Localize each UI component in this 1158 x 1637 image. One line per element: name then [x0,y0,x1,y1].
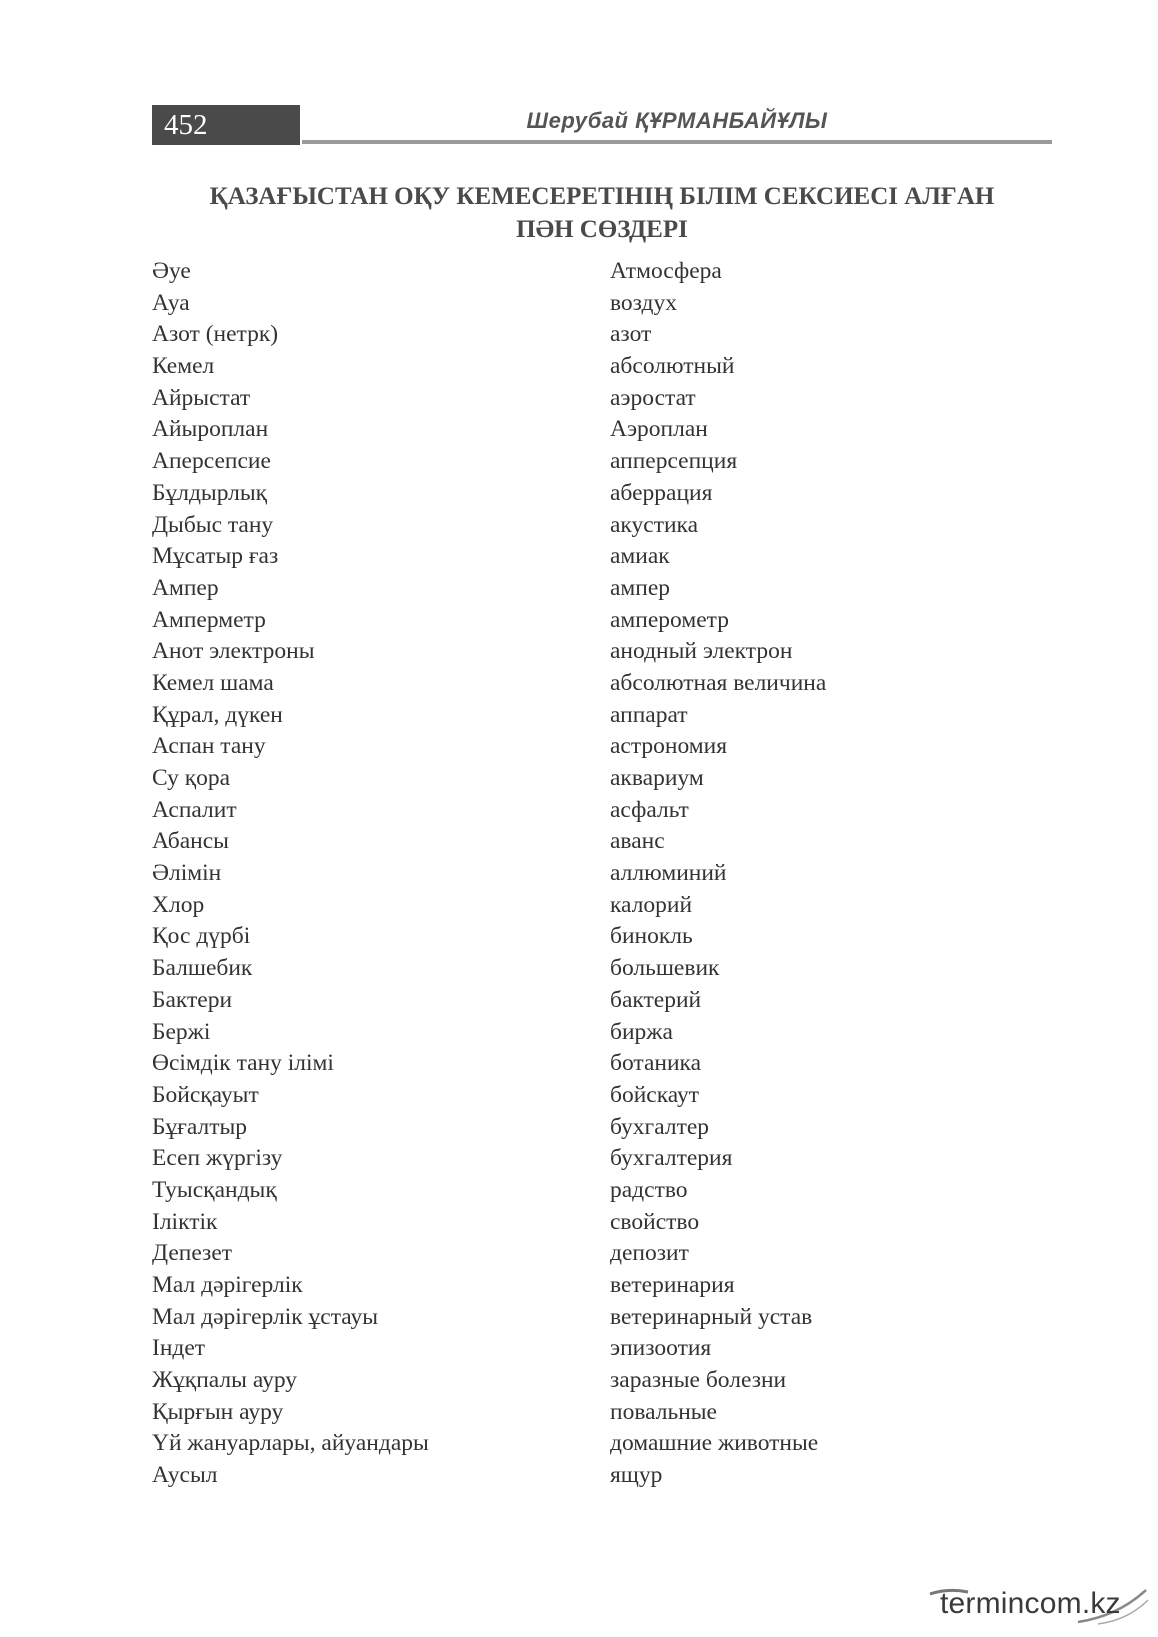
term-russian: ботаника [610,1050,702,1077]
term-kazakh: Бұғалтыр [152,1113,248,1140]
term-russian: эпизоотия [610,1335,712,1362]
term-row [152,731,1052,763]
term-row [152,921,1052,953]
term-russian: азот [610,321,652,348]
term-russian: акустика [610,511,699,538]
term-row [152,1048,1052,1080]
term-russian: аберрация [610,479,713,506]
term-russian: ветеринария [610,1272,735,1298]
term-kazakh: Аспалит [152,796,237,823]
term-row [152,1270,1052,1302]
term-kazakh: Балшебик [152,955,253,982]
term-row [152,668,1052,700]
term-russian: свойство [610,1208,700,1235]
term-kazakh: Мұсатыр ғаз [152,543,279,570]
term-row [152,1017,1052,1049]
term-kazakh: Құрал, дүкен [152,701,283,728]
term-kazakh: Анот электроны [152,638,315,665]
watermark-text: termincom.kz [940,1587,1121,1620]
term-row [152,605,1052,637]
term-russian: астрономия [610,733,728,760]
term-kazakh: Үй жануарлары, айуандары [152,1430,429,1457]
term-russian: аппарат [610,701,688,728]
term-kazakh: Өсімдік тану ілімі [152,1050,334,1077]
term-row [152,858,1052,890]
term-kazakh: Су қора [152,765,231,791]
term-russian: Атмосфера [610,258,722,284]
term-russian: амперометр [610,606,729,633]
term-russian: бактерий [610,986,702,1013]
term-kazakh: Мал дәрігерлік [152,1272,303,1298]
term-kazakh: Есеп жүргізу [152,1145,283,1172]
term-kazakh: Жұқпалы ауру [152,1367,298,1394]
term-row [152,890,1052,922]
term-russian: калорий [610,891,693,918]
term-row [152,510,1052,542]
term-row [152,953,1052,985]
term-russian: бухгалтер [610,1113,710,1140]
running-head-author: Шерубай ҚҰРМАНБАЙҰЛЫ [526,108,828,133]
term-russian: амиак [610,543,670,570]
term-row [152,763,1052,795]
term-russian: абсолютный [610,353,735,380]
term-kazakh: Айрыстат [152,384,251,411]
header-rule [302,140,1052,144]
term-kazakh: Мал дәрігерлік ұстауы [152,1303,379,1330]
term-russian: аквариум [610,765,704,791]
term-russian: бухгалтерия [610,1145,733,1172]
term-row [152,446,1052,478]
term-kazakh: Азот (нетрк) [152,321,279,348]
term-row [152,1333,1052,1365]
term-kazakh: Депезет [152,1240,233,1267]
term-kazakh: Бойсқауыт [152,1081,259,1108]
term-russian: ящур [610,1462,663,1489]
term-row [152,1143,1052,1175]
term-russian: повальные [610,1398,717,1425]
watermark [940,1582,1150,1626]
term-russian: аванс [610,828,665,855]
term-row [152,383,1052,415]
term-russian: большевик [610,955,720,982]
page-header [152,105,1052,147]
term-row [152,256,1052,288]
term-row [152,573,1052,605]
term-kazakh: Бактери [152,986,233,1013]
section-title-line-2: ПӘН СӨЗДЕРІ [516,216,688,243]
term-russian: ампер [610,574,671,601]
term-row [152,414,1052,446]
term-kazakh: Туысқандық [152,1176,277,1203]
term-kazakh: Әуе [152,258,191,284]
term-row [152,1238,1052,1270]
term-kazakh: Аперсепсие [152,448,271,475]
term-row [152,541,1052,573]
term-row [152,319,1052,351]
term-row [152,636,1052,668]
term-russian: аэростат [610,384,696,411]
term-russian: биржа [610,1018,673,1045]
term-kazakh: Дыбыс тану [152,511,274,538]
term-kazakh: Әлімін [152,860,222,887]
term-russian: аллюминий [610,860,727,887]
term-kazakh: Бұлдырлық [152,479,268,506]
section-title-line-1: ҚАЗАҒЫСТАН ОҚУ КЕМЕСЕРЕТІНІҢ БІЛІМ СЕКСИЕСІ АЛҒАН [209,183,995,210]
term-row [152,1207,1052,1239]
term-kazakh: Індет [152,1335,206,1362]
term-kazakh: Ампер [152,574,219,601]
term-row [152,478,1052,510]
section-title [152,180,1052,246]
term-row [152,1080,1052,1112]
term-russian: радство [610,1176,688,1203]
term-russian: бинокль [610,923,693,950]
term-russian: апперсепция [610,448,738,475]
term-kazakh: Бержі [152,1018,211,1045]
term-russian: асфальт [610,796,689,823]
term-russian: воздух [610,289,678,316]
term-row [152,288,1052,320]
term-russian: абсолютная величина [610,669,827,696]
term-row [152,826,1052,858]
term-kazakh: Кемел шама [152,669,274,696]
term-russian: ветеринарный устав [610,1303,813,1330]
term-row [152,985,1052,1017]
term-kazakh: Іліктік [152,1208,218,1235]
term-kazakh: Амперметр [152,606,266,633]
term-list [152,256,1052,1492]
term-kazakh: Абансы [152,828,229,855]
page-number: 452 [152,105,300,145]
term-russian: депозит [610,1240,689,1267]
term-row [152,351,1052,383]
term-row [152,1397,1052,1429]
term-kazakh: Аспан тану [152,733,266,760]
term-kazakh: Кемел [152,353,215,380]
term-russian: бойскаут [610,1081,700,1108]
term-russian: заразные болезни [610,1367,787,1394]
term-row [152,1112,1052,1144]
term-kazakh: Ауа [152,289,190,316]
term-row [152,1428,1052,1460]
term-row [152,1365,1052,1397]
term-kazakh: Хлор [152,891,205,918]
term-kazakh: Аусыл [152,1462,218,1489]
term-row [152,795,1052,827]
term-row [152,1460,1052,1492]
term-row [152,700,1052,732]
term-row [152,1302,1052,1334]
term-kazakh: Қос дүрбі [152,923,251,950]
term-kazakh: Қырғын ауру [152,1398,284,1425]
term-kazakh: Айыроплан [152,416,269,443]
term-russian: домашние животные [610,1430,819,1457]
term-russian: Аэроплан [610,416,708,443]
term-row [152,1175,1052,1207]
term-russian: анодный электрон [610,638,793,665]
